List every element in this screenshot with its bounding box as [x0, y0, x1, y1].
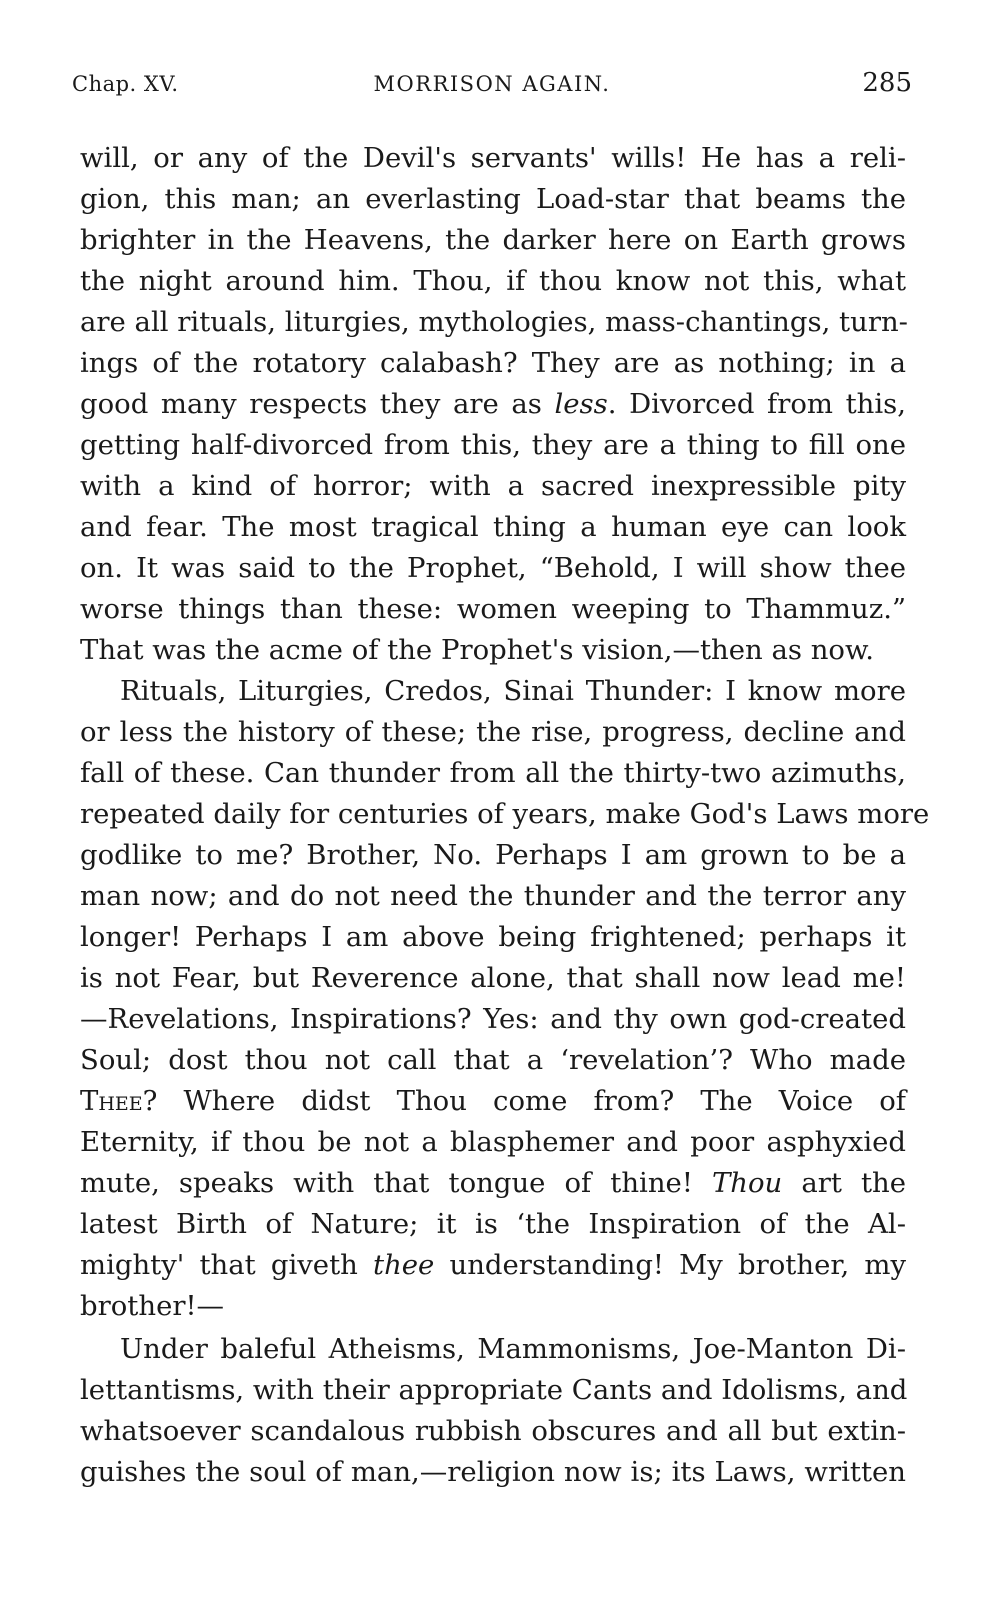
text-line: will, or any of the Devil's servants' wills! He has a reli-: [80, 142, 906, 174]
page-number: 285: [862, 68, 912, 98]
text-line: are all rituals, liturgies, mythologies, mass-chantings, turn-: [80, 306, 908, 338]
text-line: brighter in the Heavens, the darker here on Earth grows: [80, 224, 906, 256]
italic-word: less: [554, 388, 608, 420]
running-header: [72, 68, 912, 108]
paragraph-1: [80, 138, 906, 671]
text-line: Thee? Where didst Thou come from? The Voice of: [80, 1085, 906, 1117]
text-line: —Revelations, Inspirations? Yes: and thy own god-created: [80, 1003, 906, 1035]
text-line: good many respects they are as less. Divorced from this,: [80, 388, 906, 420]
text-line: with a kind of horror; with a sacred inexpressible pity: [80, 470, 906, 502]
text-line: guishes the soul of man,—religion now is; its Laws, written: [80, 1456, 906, 1488]
text-line: gion, this man; an everlasting Load-star that beams the: [80, 183, 906, 215]
text-line: Eternity, if thou be not a blasphemer and poor asphyxied: [80, 1126, 906, 1158]
text-line: repeated daily for centuries of years, make God's Laws more: [80, 798, 930, 830]
body-text: [80, 138, 930, 1493]
text-line: That was the acme of the Prophet's vision,—then as now.: [80, 634, 874, 666]
text-line: getting half-divorced from this, they are a thing to fill one: [80, 429, 906, 461]
text-line: godlike to me? Brother, No. Perhaps I am grown to be a: [80, 839, 906, 871]
text-line: mighty' that giveth thee understanding! My brother, my: [80, 1249, 906, 1281]
text-line: on. It was said to the Prophet, “Behold, I will show thee: [80, 552, 906, 584]
text-line: worse things than these: women weeping to Thammuz.”: [80, 593, 906, 625]
small-caps-word: Thee: [80, 1085, 143, 1117]
text-line: Rituals, Liturgies, Credos, Sinai Thunder: I know more: [120, 675, 906, 707]
text-line: man now; and do not need the thunder and the terror any: [80, 880, 906, 912]
text-line: longer! Perhaps I am above being frightened; perhaps it: [80, 921, 906, 953]
text-line: or less the history of these; the rise, progress, decline and: [80, 716, 906, 748]
text-line: whatsoever scandalous rubbish obscures and all but extin-: [80, 1415, 906, 1447]
text-line: mute, speaks with that tongue of thine! Thou art the: [80, 1167, 906, 1199]
text-line: lettantisms, with their appropriate Cants and Idolisms, and: [80, 1374, 908, 1406]
text-line: and fear. The most tragical thing a human eye can look: [80, 511, 906, 543]
text-line: brother!—: [80, 1290, 225, 1322]
italic-word: thee: [373, 1249, 435, 1281]
paragraph-3: [80, 1329, 906, 1493]
running-title: MORRISON AGAIN.: [373, 72, 611, 96]
paragraph-2: [80, 671, 930, 1327]
italic-word: Thou: [711, 1167, 783, 1199]
text-line: Soul; dost thou not call that a ‘revelation’? Who made: [80, 1044, 906, 1076]
text-line: is not Fear, but Reverence alone, that shall now lead me!: [80, 962, 906, 994]
text-line: Under baleful Atheisms, Mammonisms, Joe-Manton Di-: [120, 1333, 906, 1365]
text-line: latest Birth of Nature; it is ‘the Inspiration of the Al-: [80, 1208, 906, 1240]
text-line: fall of these. Can thunder from all the thirty-two azimuths,: [80, 757, 906, 789]
text-line: ings of the rotatory calabash? They are as nothing; in a: [80, 347, 906, 379]
chapter-label: Chap. XV.: [72, 72, 179, 96]
text-line: the night around him. Thou, if thou know not this, what: [80, 265, 906, 297]
